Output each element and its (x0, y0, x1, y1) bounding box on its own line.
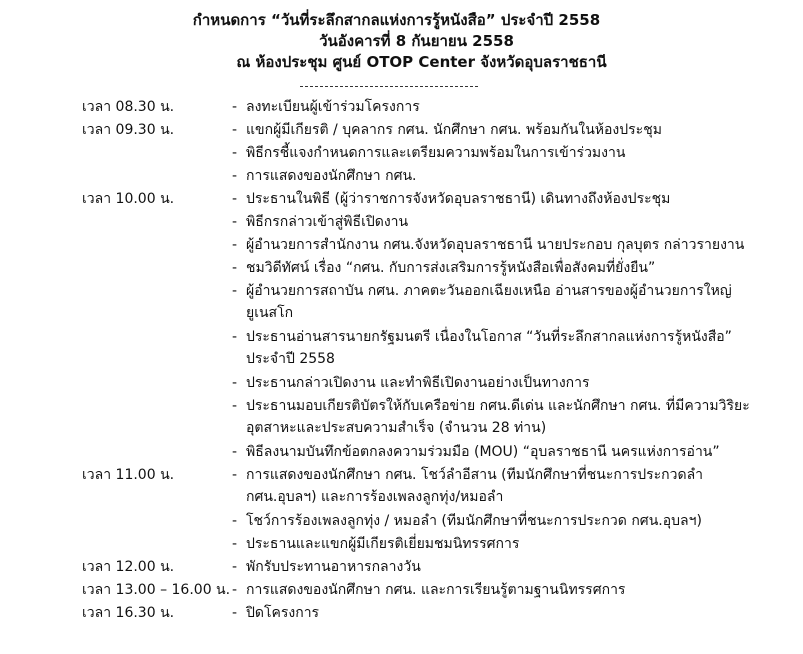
bullet-dash: - (232, 237, 238, 253)
bullet-dash: - (232, 145, 238, 161)
schedule-activity (246, 464, 721, 508)
schedule-row (0, 165, 803, 188)
activity-line: ประจำปี 2558 (246, 351, 335, 367)
activity-line: ยูเนสโก (246, 305, 294, 321)
activity-line: ปิดโครงการ (246, 605, 320, 621)
schedule-row (0, 280, 803, 326)
schedule-row (0, 142, 803, 165)
schedule-row (0, 326, 803, 372)
activity-line: ประธานมอบเกียรติบัตรให้กับเครือข่าย กศน.ดีเด่น และนักศึกษา กศน. ที่มีความวิริยะ (246, 398, 750, 414)
activity-line: อุตสาหะและประสบความสำเร็จ (จำนวน 28 ท่าน) (246, 420, 547, 436)
activity-line: แขกผู้มีเกียรติ / บุคลากร กศน. นักศึกษา กศน. พร้อมกันในห้องประชุม (246, 122, 662, 138)
event-date: วันอังคารที่ 8 กันยายน 2558 (319, 32, 514, 50)
activity-line: ชมวิดีทัศน์ เรื่อง “กศน. กับการส่งเสริมการรู้หนังสือเพื่อสังคมที่ยั่งยืน” (246, 260, 656, 276)
activity-line: ลงทะเบียนผู้เข้าร่วมโครงการ (246, 99, 420, 115)
schedule-row (0, 395, 803, 441)
schedule-time: เวลา 08.30 น. (82, 99, 175, 115)
activity-line: ผู้อำนวยการสถาบัน กศน. ภาคตะวันออกเฉียงเหนือ อ่านสารของผู้อำนวยการใหญ่ (246, 283, 732, 299)
bullet-dash: - (232, 467, 238, 483)
schedule-activity (246, 280, 732, 324)
bullet-dash: - (232, 559, 238, 575)
activity-line: กศน.อุบลฯ) และการร้องเพลงลูกทุ่ง/หมอลำ (246, 489, 504, 505)
schedule-activity (246, 257, 721, 279)
bullet-dash: - (232, 513, 238, 529)
schedule-row (0, 510, 803, 533)
schedule-time: เวลา 09.30 น. (82, 122, 175, 138)
schedule-activity (246, 142, 721, 164)
bullet-dash: - (232, 283, 238, 299)
schedule-row (0, 556, 803, 579)
schedule-row (0, 234, 803, 257)
activity-line: ประธานในพิธี (ผู้ว่าราชการจังหวัดอุบลราชธานี) เดินทางถึงห้องประชุม (246, 191, 671, 207)
schedule-activity (246, 326, 732, 370)
schedule-row (0, 602, 803, 625)
schedule-activity (246, 119, 721, 141)
schedule-activity (246, 211, 721, 233)
bullet-dash: - (232, 122, 238, 138)
schedule-row (0, 372, 803, 395)
schedule-row (0, 257, 803, 280)
schedule-time: เวลา 16.30 น. (82, 605, 175, 621)
schedule-activity (246, 602, 721, 624)
schedule-row (0, 441, 803, 464)
document-header (0, 10, 803, 73)
activity-line: พิธีกรชี้แจงกำหนดการและเตรียมความพร้อมในการเข้าร่วมงาน (246, 145, 626, 161)
header-divider (300, 86, 478, 87)
bullet-dash: - (232, 214, 238, 230)
activity-line: การแสดงของนักศึกษา กศน. โชว์ลำอีสาน (ทีมนักศึกษาที่ชนะการประกวดลำ (246, 467, 704, 483)
activity-line: พักรับประทานอาหารกลางวัน (246, 559, 421, 575)
schedule-row (0, 533, 803, 556)
activity-line: พิธีกรกล่าวเข้าสู่พิธีเปิดงาน (246, 214, 409, 230)
schedule-activity (246, 579, 721, 601)
bullet-dash: - (232, 605, 238, 621)
activity-line: ผู้อำนวยการสำนักงาน กศน.จังหวัดอุบลราชธานี นายประกอบ กุลบุตร กล่าวรายงาน (246, 237, 745, 253)
activity-line: โชว์การร้องเพลงลูกทุ่ง / หมอลำ (ทีมนักศึกษาที่ชนะการประกวด กศน.อุบลฯ) (246, 513, 702, 529)
schedule-row (0, 96, 803, 119)
schedule-activity (246, 510, 721, 532)
schedule-activity (246, 188, 721, 210)
schedule-activity (246, 556, 721, 578)
schedule-activity (246, 96, 721, 118)
schedule-time: เวลา 12.00 น. (82, 559, 175, 575)
schedule-activity (246, 533, 721, 555)
bullet-dash: - (232, 260, 238, 276)
bullet-dash: - (232, 168, 238, 184)
bullet-dash: - (232, 99, 238, 115)
bullet-dash: - (232, 582, 238, 598)
schedule-row (0, 188, 803, 211)
schedule-row (0, 464, 803, 510)
activity-line: การแสดงของนักศึกษา กศน. และการเรียนรู้ตามฐานนิทรรศการ (246, 582, 626, 598)
schedule-list (0, 96, 803, 625)
schedule-row (0, 211, 803, 234)
activity-line: ประธานอ่านสารนายกรัฐมนตรี เนื่องในโอกาส “วันที่ระลึกสากลแห่งการรู้หนังสือ” (246, 329, 732, 345)
bullet-dash: - (232, 191, 238, 207)
bullet-dash: - (232, 444, 238, 460)
event-venue: ณ ห้องประชุม ศูนย์ OTOP Center จังหวัดอุบลราชธานี (236, 53, 607, 71)
schedule-row (0, 119, 803, 142)
activity-line: ประธานและแขกผู้มีเกียรติเยี่ยมชมนิทรรศการ (246, 536, 520, 552)
schedule-time: เวลา 11.00 น. (82, 467, 175, 483)
bullet-dash: - (232, 536, 238, 552)
schedule-time: เวลา 13.00 – 16.00 น. (82, 582, 231, 598)
schedule-time: เวลา 10.00 น. (82, 191, 175, 207)
activity-line: พิธีลงนามบันทึกข้อตกลงความร่วมมือ (MOU) “อุบลราชธานี นครแห่งการอ่าน” (246, 444, 720, 460)
bullet-dash: - (232, 398, 238, 414)
bullet-dash: - (232, 329, 238, 345)
bullet-dash: - (232, 375, 238, 391)
document-title: กำหนดการ “วันที่ระลึกสากลแห่งการรู้หนังสือ” ประจำปี 2558 (192, 11, 601, 29)
schedule-activity (246, 165, 721, 187)
schedule-activity (246, 372, 721, 394)
activity-line: การแสดงของนักศึกษา กศน. (246, 168, 417, 184)
activity-line: ประธานกล่าวเปิดงาน และทำพิธีเปิดงานอย่างเป็นทางการ (246, 375, 590, 391)
schedule-activity (246, 395, 750, 439)
schedule-activity (246, 441, 721, 463)
schedule-row (0, 579, 803, 602)
schedule-activity (246, 234, 745, 256)
